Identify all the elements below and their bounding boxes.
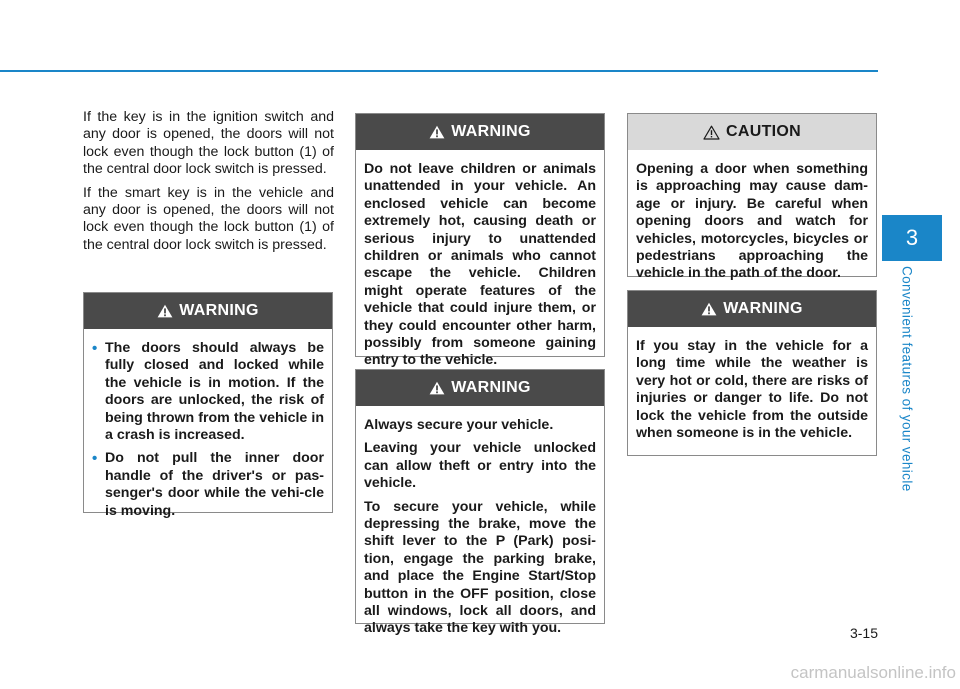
- caution-header: [628, 114, 876, 150]
- warning-body: [356, 406, 604, 648]
- watermark: carmanualsonline.info: [790, 663, 956, 682]
- list-item: • The doors should always be fully closed and locked while the vehicle is in motion. If the doors are unlocked, the risk of being thrown from the vehicle in a crash is increased.: [92, 340, 324, 444]
- warning-triangle-icon: [701, 302, 717, 316]
- caution-title: CAUTION: [726, 123, 801, 140]
- warning-bullet-list: [92, 340, 324, 520]
- warning-text: To secure your vehicle, while depressing the brake, move the shift lever to the P (Park) posi-tion, engage the parking brake, and place the Engine Start/Stop button in the OFF position, close all windows, lock all doors, and always take the key with you.: [364, 498, 596, 637]
- warning-box-children: [355, 113, 605, 369]
- page-number: 3-15: [849, 625, 878, 641]
- caution-triangle-icon: [703, 125, 720, 140]
- chapter-title: [896, 268, 918, 490]
- warning-header: [628, 291, 876, 327]
- caution-text: Opening a door when something is approaching may cause dam-age or injury. Be careful when opening doors and watch for vehicles, motorcycles, bicycles or pedestrians approaching the vehicle in the path of the door.: [636, 161, 868, 282]
- warning-box-doors: [83, 292, 333, 519]
- warning-triangle-icon: [429, 125, 445, 139]
- warning-text: Always secure your vehicle.: [364, 417, 554, 433]
- warning-body: [628, 327, 876, 452]
- list-item: • Do not pull the inner door handle of the driver's or pas-senger's door while the vehi-cle is moving.: [92, 450, 324, 520]
- warning-title: WARNING: [179, 302, 259, 319]
- warning-triangle-icon: [157, 304, 173, 318]
- warning-body: [356, 150, 604, 380]
- caution-body: [628, 150, 876, 293]
- chapter-number-tab: 3: [882, 215, 942, 261]
- warning-body: [84, 329, 332, 536]
- warning-title: WARNING: [451, 123, 531, 140]
- intro-text: [83, 109, 334, 260]
- warning-header: [84, 293, 332, 329]
- intro-paragraph-1: If the key is in the ignition switch and any door is opened, the doors will not lock even though the lock button (1) of the central door lock switch is pressed.: [83, 109, 334, 178]
- warning-triangle-icon: [429, 381, 445, 395]
- top-divider: [0, 70, 878, 72]
- chapter-title-text: Convenient features of your vehicle: [899, 266, 915, 492]
- warning-box-weather: [627, 290, 877, 456]
- warning-text: Leaving your vehicle unlocked can allow theft or entry into the vehicle.: [364, 440, 596, 492]
- intro-paragraph-2: If the smart key is in the vehicle and any door is opened, the doors will not lock even though the lock button (1) of the central door lock switch is pressed.: [83, 184, 334, 253]
- warning-box-secure: [355, 369, 605, 637]
- warning-text: Do not leave children or animals unattended in your vehicle. An enclosed vehicle can become extremely hot, causing death or serious injury to unattended children or animals who cannot escape the vehicle. Children might operate features of the vehicle that could injure them, or they could encounter other harm, possibly from someone gaining entry to the vehicle.: [364, 161, 596, 369]
- warning-header: [356, 114, 604, 150]
- warning-text: If you stay in the vehicle for a long time while the weather is very hot or cold, there are risks of injuries or danger to life. Do not lock the vehicle from the outside when someone is in the vehicle.: [636, 338, 868, 442]
- caution-box-opening: [627, 113, 877, 282]
- warning-title: WARNING: [723, 300, 803, 317]
- warning-title: WARNING: [451, 379, 531, 396]
- warning-header: [356, 370, 604, 406]
